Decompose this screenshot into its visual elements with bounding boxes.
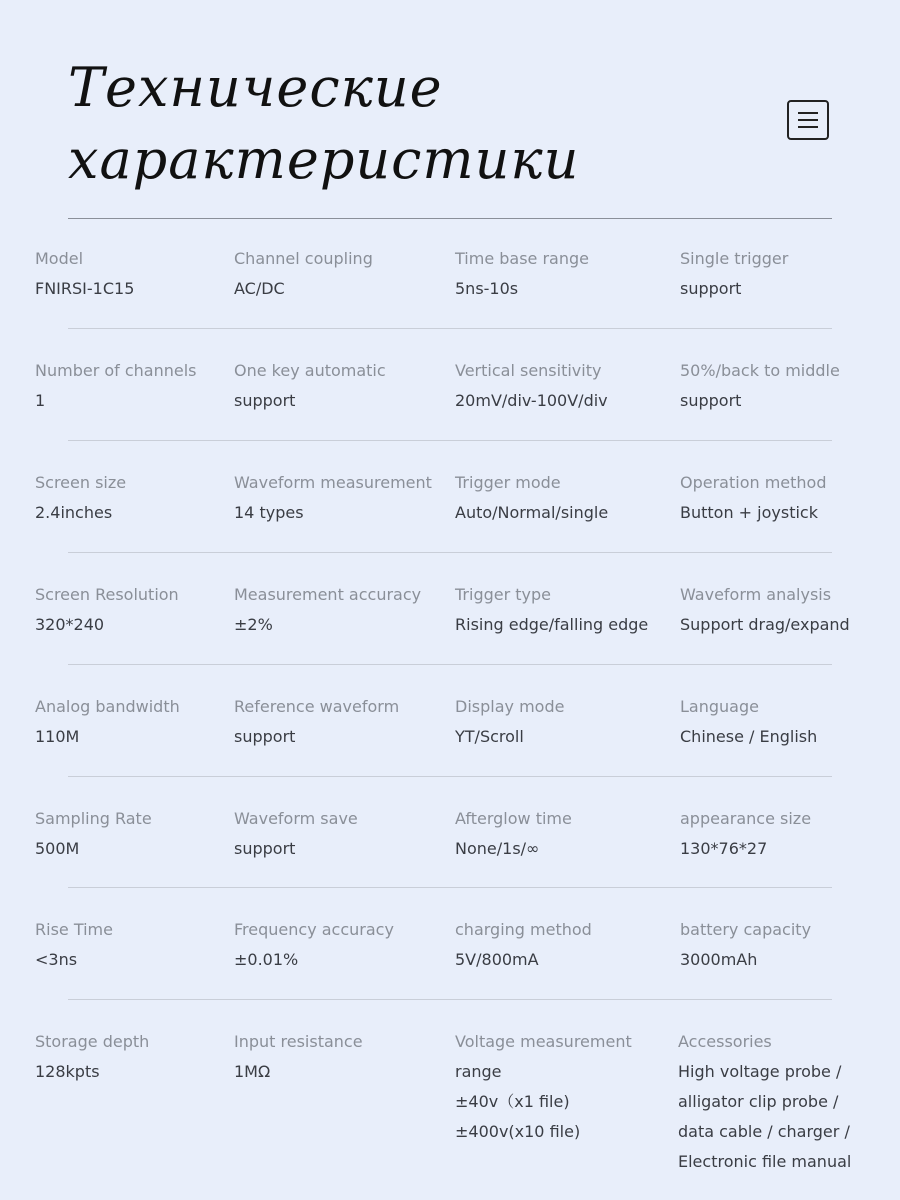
spec-value: ±0.01% — [234, 950, 299, 969]
spec-cell — [680, 468, 827, 528]
spec-value: 3000mAh — [680, 950, 758, 969]
spec-cell — [455, 804, 572, 864]
spec-cell — [35, 915, 113, 975]
spec-cell — [455, 915, 592, 975]
spec-row — [0, 804, 900, 916]
spec-value: <3ns — [35, 950, 78, 969]
spec-value: ±400v(x10 file) — [455, 1122, 581, 1141]
spec-cell — [680, 580, 850, 640]
spec-cell — [234, 692, 399, 752]
spec-label: Language — [680, 697, 759, 716]
spec-value: data cable / charger / — [678, 1122, 850, 1141]
spec-label: Voltage measurement — [455, 1032, 632, 1051]
spec-value: ±2% — [234, 615, 273, 634]
spec-label: Vertical sensitivity — [455, 361, 602, 380]
spec-value: None/1s/∞ — [455, 839, 540, 858]
spec-value: AC/DC — [234, 279, 285, 298]
spec-cell — [234, 1027, 363, 1087]
spec-cell — [455, 692, 564, 752]
spec-value: Auto/Normal/single — [455, 503, 609, 522]
spec-label: Input resistance — [234, 1032, 363, 1051]
spec-cell — [234, 468, 432, 528]
spec-cell — [678, 1027, 851, 1177]
spec-row — [0, 692, 900, 804]
spec-value: 320*240 — [35, 615, 105, 634]
spec-label: Display mode — [455, 697, 565, 716]
spec-label: Trigger type — [455, 585, 552, 604]
spec-label: Measurement accuracy — [234, 585, 422, 604]
spec-label: Waveform save — [234, 809, 358, 828]
spec-value: support — [234, 839, 296, 858]
spec-cell — [455, 1027, 632, 1147]
spec-label: Time base range — [455, 249, 589, 268]
spec-value: 1MΩ — [234, 1062, 271, 1081]
spec-value: 500M — [35, 839, 80, 858]
spec-cell — [234, 804, 358, 864]
spec-label: Single trigger — [680, 249, 789, 268]
row-divider — [68, 552, 832, 553]
spec-label: Sampling Rate — [35, 809, 152, 828]
row-divider — [68, 664, 832, 665]
spec-value: Button + joystick — [680, 503, 818, 522]
spec-value: Support drag/expand — [680, 615, 850, 634]
spec-value: 130*76*27 — [680, 839, 768, 858]
spec-cell — [35, 804, 152, 864]
spec-label: Operation method — [680, 473, 827, 492]
spec-cell — [35, 1027, 149, 1087]
spec-cell — [680, 692, 817, 752]
menu-icon-line — [798, 119, 818, 121]
spec-cell — [234, 356, 386, 416]
spec-cell — [35, 692, 180, 752]
spec-value: support — [234, 727, 296, 746]
spec-label: Model — [35, 249, 84, 268]
menu-button[interactable] — [787, 100, 829, 140]
row-divider — [68, 776, 832, 777]
spec-row — [0, 580, 900, 692]
spec-cell — [455, 244, 589, 304]
spec-value: 2.4inches — [35, 503, 113, 522]
row-divider — [68, 328, 832, 329]
spec-label: Reference waveform — [234, 697, 400, 716]
spec-label: Channel coupling — [234, 249, 373, 268]
spec-row — [0, 1027, 900, 1171]
spec-label: One key automatic — [234, 361, 386, 380]
spec-value: support — [680, 391, 742, 410]
row-divider — [68, 887, 832, 888]
spec-value: YT/Scroll — [455, 727, 524, 746]
spec-row — [0, 356, 900, 468]
spec-value: High voltage probe / — [678, 1062, 842, 1081]
spec-label: Screen size — [35, 473, 127, 492]
spec-label: Afterglow time — [455, 809, 572, 828]
page-title: Технические характеристики — [68, 56, 580, 191]
spec-label: Trigger mode — [455, 473, 561, 492]
spec-label: Analog bandwidth — [35, 697, 180, 716]
menu-icon — [798, 112, 818, 114]
spec-value: support — [234, 391, 296, 410]
spec-cell — [234, 580, 421, 640]
spec-label: battery capacity — [680, 920, 812, 939]
spec-value: 14 types — [234, 503, 304, 522]
spec-label: 50%/back to middle — [680, 361, 840, 380]
spec-label: Storage depth — [35, 1032, 150, 1051]
spec-row — [0, 915, 900, 1027]
spec-cell — [455, 468, 608, 528]
spec-value: alligator clip probe / — [678, 1092, 839, 1111]
row-divider — [68, 999, 832, 1000]
spec-cell — [35, 244, 134, 304]
spec-cell — [680, 804, 811, 864]
title-divider — [68, 218, 832, 219]
spec-value: support — [680, 279, 742, 298]
spec-label: Waveform analysis — [680, 585, 832, 604]
spec-label: Accessories — [678, 1032, 772, 1051]
spec-cell — [455, 356, 608, 416]
spec-cell — [234, 915, 394, 975]
row-divider — [68, 440, 832, 441]
spec-value: 5V/800mA — [455, 950, 539, 969]
spec-cell — [680, 915, 811, 975]
spec-value: 128kpts — [35, 1062, 100, 1081]
spec-cell — [680, 356, 840, 416]
spec-value: 20mV/div-100V/div — [455, 391, 608, 410]
spec-cell — [234, 244, 373, 304]
spec-value: Rising edge/falling edge — [455, 615, 649, 634]
spec-value: FNIRSI-1C15 — [35, 279, 135, 298]
spec-value: 1 — [35, 391, 46, 410]
spec-cell — [35, 468, 126, 528]
spec-value: 5ns-10s — [455, 279, 519, 298]
spec-value: 110M — [35, 727, 80, 746]
spec-label: Number of channels — [35, 361, 197, 380]
spec-label: Screen Resolution — [35, 585, 179, 604]
spec-value: Chinese / English — [680, 727, 818, 746]
spec-label: Waveform measurement — [234, 473, 432, 492]
spec-label: Rise Time — [35, 920, 113, 939]
spec-value: range — [455, 1062, 502, 1081]
spec-label: charging method — [455, 920, 592, 939]
spec-cell — [35, 580, 179, 640]
spec-cell — [680, 244, 788, 304]
menu-icon-line — [798, 126, 818, 128]
spec-row — [0, 468, 900, 580]
spec-label: Frequency accuracy — [234, 920, 394, 939]
spec-row — [0, 244, 900, 356]
spec-value: ±40v（x1 file) — [455, 1092, 570, 1111]
spec-cell — [35, 356, 197, 416]
spec-cell — [455, 580, 648, 640]
spec-label: appearance size — [680, 809, 812, 828]
spec-value: Electronic file manual — [678, 1152, 852, 1171]
